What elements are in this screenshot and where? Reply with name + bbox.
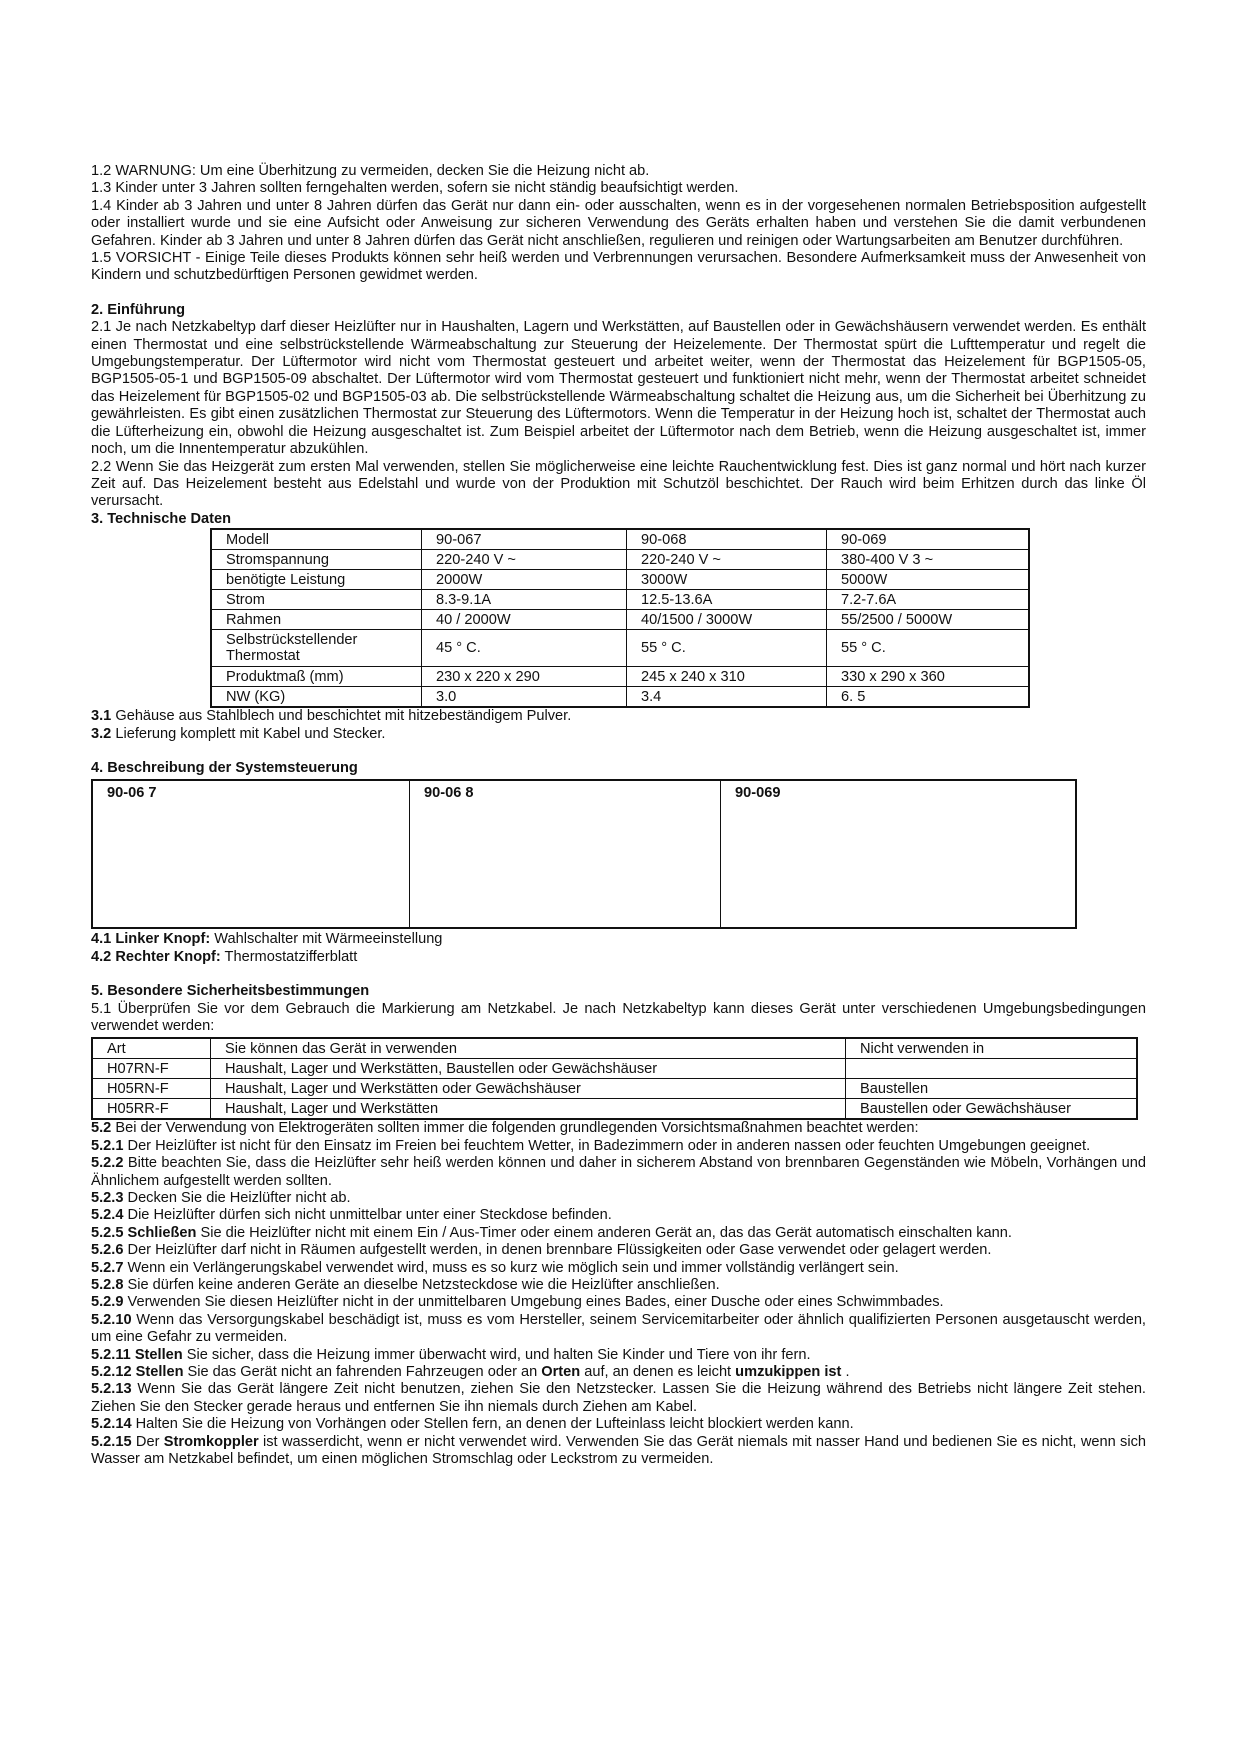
cable-row — [92, 1099, 1137, 1120]
para-bold: Orten — [541, 1364, 581, 1381]
para-text: Sie die Heizlüfter nicht mit einem Ein / Aus-Timer oder einem anderen Gerät an, das das Gerät automatisch einschalten kann. — [196, 1224, 1012, 1241]
spec-cell: 245 x 240 x 310 — [627, 667, 827, 687]
para-text: Wenn das Versorgungskabel beschädigt ist, muss es vom Hersteller, seinem Servicemitarbeiter oder ähnlich qualifizierten Personen ausgetauscht werden, um eine Gefahr zu vermeiden. — [91, 1311, 1146, 1346]
safety-item — [91, 1260, 1146, 1277]
para-number: 5.2.2 — [91, 1155, 124, 1172]
para-text: . — [841, 1364, 850, 1381]
para-1-4: 1.4 Kinder ab 3 Jahren und unter 8 Jahren dürfen das Gerät nur dann ein- oder ausschalten, wenn es in der vorgesehenen normalen Betriebsposition aufgestellt oder installiert wurde und sie eine Aufsicht oder Anweisung zur sicheren Verwendung des Geräts erhalten haben und verstehen Sie die damit verbundenen Gefahren. Kinder ab 3 Jahren und unter 8 Jahren dürfen das Gerät nicht anschließen, regulieren und reinigen oder Wartungsarbeiten am Benutzer durchführen. — [91, 197, 1146, 249]
cable-cell: Baustellen oder Gewächshäuser — [846, 1099, 1138, 1120]
spec-cell: Produktmaß (mm) — [211, 667, 422, 687]
cable-cell: Haushalt, Lager und Werkstätten — [211, 1099, 846, 1120]
para-number: 5.2.13 — [91, 1381, 132, 1398]
spec-cell: 7.2-7.6A — [827, 590, 1030, 610]
para-number: 5.2.7 — [91, 1259, 124, 1276]
spec-cell: 220-240 V ~ — [627, 550, 827, 570]
para-text: Die Heizlüfter dürfen sich nicht unmittelbar unter einer Steckdose befinden. — [123, 1207, 612, 1224]
safety-item — [91, 1225, 1146, 1242]
spec-cell: 3000W — [627, 570, 827, 590]
para-text: Bei der Verwendung von Elektrogeräten sollten immer die folgenden grundlegenden Vorsichtsmaßnahmen beachtet werden: — [111, 1120, 919, 1137]
para-text: ist wasserdicht, wenn er nicht verwendet wird. Verwenden Sie das Gerät niemals mit nasser Hand und bedienen Sie es nicht, wenn sich Wasser am Netzkabel befindet, um einen möglichen Stromschlag oder Leckstrom zu vermeiden. — [91, 1433, 1147, 1468]
para-number: 5.2.14 — [91, 1416, 132, 1433]
para-1-3: 1.3 Kinder unter 3 Jahren sollten ferngehalten werden, sofern sie nicht ständig beaufsichtigt werden. — [91, 180, 739, 197]
spec-cell: 55 ° C. — [827, 630, 1030, 667]
control-cell-90-067: 90-06 7 — [92, 780, 410, 928]
spec-cell: 55 ° C. — [627, 630, 827, 667]
spec-row — [211, 667, 1029, 687]
para-number: 5.2.11 Stellen — [91, 1346, 183, 1363]
control-panel-table — [91, 779, 1077, 929]
para-number: 5.2 — [91, 1120, 112, 1137]
spec-row — [211, 570, 1029, 590]
safety-item — [91, 1120, 1146, 1137]
spec-cell: 380-400 V 3 ~ — [827, 550, 1030, 570]
safety-item — [91, 1416, 1146, 1433]
spec-row — [211, 529, 1029, 550]
para-bold: Stromkoppler — [163, 1433, 259, 1450]
para-number: 5.2.8 — [91, 1277, 124, 1294]
spacer — [91, 966, 1146, 983]
spacer — [91, 285, 1146, 302]
spec-cell: 12.5-13.6A — [627, 590, 827, 610]
cable-cell — [846, 1059, 1138, 1079]
safety-item — [91, 1277, 1146, 1294]
para-text: Sie das Gerät nicht an fahrenden Fahrzeugen oder an — [183, 1364, 542, 1381]
control-cell-90-068: 90-06 8 — [410, 780, 721, 928]
spec-cell: 3.0 — [422, 687, 627, 708]
safety-item — [91, 1138, 1146, 1155]
para-text: Der Heizlüfter ist nicht für den Einsatz im Freien bei feuchtem Wetter, in Badezimmern oder in anderen nassen oder feuchten Umgebungen geeignet. — [123, 1137, 1091, 1154]
para-text: Halten Sie die Heizung von Vorhängen oder Stellen fern, an denen der Lufteinlass leicht blockiert werden kann. — [131, 1416, 854, 1433]
para-number: 3.2 — [91, 725, 112, 742]
document-body — [91, 163, 1146, 1469]
spec-cell: 40/1500 / 3000W — [627, 610, 827, 630]
para-number: 5.2.5 Schließen — [91, 1224, 197, 1241]
para-text: Decken Sie die Heizlüfter nicht ab. — [123, 1190, 351, 1206]
spec-cell: 330 x 290 x 360 — [827, 667, 1030, 687]
para-1-2: 1.2 WARNUNG: Um eine Überhitzung zu vermeiden, decken Sie die Heizung nicht ab. — [91, 163, 650, 179]
para-text: Sie sicher, dass die Heizung immer überwacht wird, und halten Sie Kinder und Tiere von ihr fern. — [182, 1346, 811, 1363]
cable-type-table — [91, 1037, 1138, 1120]
safety-item — [91, 1207, 1146, 1224]
spec-row — [211, 610, 1029, 630]
para-3-2 — [91, 726, 1146, 743]
spec-cell: Modell — [211, 529, 422, 550]
heading-sicherheitsbestimmungen: 5. Besondere Sicherheitsbestimmungen — [91, 983, 370, 1000]
para-text: Wahlschalter mit Wärmeeinstellung — [210, 931, 443, 948]
cable-cell: Baustellen — [846, 1079, 1138, 1099]
spec-cell: Strom — [211, 590, 422, 610]
safety-item — [91, 1381, 1146, 1416]
spec-row — [211, 550, 1029, 570]
spec-cell: Rahmen — [211, 610, 422, 630]
para-2-2: 2.2 Wenn Sie das Heizgerät zum ersten Mal verwenden, stellen Sie möglicherweise eine leichte Rauchentwicklung fest. Dies ist ganz normal und hört nach kurzer Zeit auf. Das Heizelement besteht aus Edelstahl und wurde von der Produktion mit Schutzöl beschichtet. Der Rauch wird beim Erhitzen durch das linke Öl verursacht. — [91, 458, 1146, 510]
para-text: Wenn ein Verlängerungskabel verwendet wird, muss es so kurz wie möglich sein und immer vollständig verlängert sein. — [123, 1259, 899, 1276]
para-3-1 — [91, 708, 1146, 725]
cable-row — [92, 1059, 1137, 1079]
safety-item — [91, 1347, 1146, 1364]
para-5-1: 5.1 Überprüfen Sie vor dem Gebrauch die Markierung am Netzkabel. Je nach Netzkabeltyp kann dieses Gerät unter verschiedenen Umgebungsbedingungen verwendet werden: — [91, 1000, 1146, 1034]
para-text: Gehäuse aus Stahlblech und beschichtet mit hitzebeständigem Pulver. — [111, 708, 572, 725]
spec-cell: 6. 5 — [827, 687, 1030, 708]
cable-cell: H05RN-F — [92, 1079, 211, 1099]
spec-cell: 90-069 — [827, 529, 1030, 550]
para-text: Der Heizlüfter darf nicht in Räumen aufgestellt werden, in denen brennbare Flüssigkeiten oder Gase verwendet oder gelagert werden. — [123, 1242, 992, 1259]
spec-cell: 45 ° C. — [422, 630, 627, 667]
para-4-1 — [91, 931, 1146, 948]
para-text: Bitte beachten Sie, dass die Heizlüfter sehr heiß werden können und daher in sicherem Abstand von brennbaren Gegenständen wie Möbeln, Vorhängen und Ähnlichem aufgestellt werden sollten. — [91, 1155, 1146, 1189]
spec-row — [211, 630, 1029, 667]
spec-cell: benötigte Leistung — [211, 570, 422, 590]
para-text: Wenn Sie das Gerät längere Zeit nicht benutzen, ziehen Sie den Netzstecker. Lassen Sie die Heizung während des Betriebs nicht längere Zeit stehen. Ziehen Sie den Stecker gerade heraus und entfernen Sie ihn niemals durch Ziehen am Kabel. — [91, 1381, 1146, 1415]
heading-systemsteuerung: 4. Beschreibung der Systemsteuerung — [91, 759, 358, 776]
para-text: auf, an denen es leicht — [580, 1364, 736, 1381]
cable-cell: H07RN-F — [92, 1059, 211, 1079]
para-number: 3.1 — [91, 708, 112, 725]
safety-list — [91, 1381, 1146, 1433]
para-text: Lieferung komplett mit Kabel und Stecker. — [111, 725, 386, 742]
spec-cell: 5000W — [827, 570, 1030, 590]
spec-cell: 55/2500 / 5000W — [827, 610, 1030, 630]
para-text: Der — [131, 1433, 164, 1450]
para-text: Sie dürfen keine anderen Geräte an dieselbe Netzsteckdose wie die Heizlüfter anschließen. — [123, 1277, 720, 1294]
spec-row — [211, 590, 1029, 610]
cable-cell: Haushalt, Lager und Werkstätten, Baustellen oder Gewächshäuser — [211, 1059, 846, 1079]
heading-einfuehrung: 2. Einführung — [91, 301, 186, 318]
spec-cell: NW (KG) — [211, 687, 422, 708]
spec-cell: 90-067 — [422, 529, 627, 550]
para-number: 5.2.1 — [91, 1137, 124, 1154]
para-number: 5.2.15 — [91, 1433, 132, 1450]
cable-row — [92, 1038, 1137, 1059]
cable-cell: Sie können das Gerät in verwenden — [211, 1038, 846, 1059]
spec-cell: 3.4 — [627, 687, 827, 708]
safety-list — [91, 1120, 1146, 1364]
heading-technische-daten: 3. Technische Daten — [91, 510, 232, 527]
para-1-5: 1.5 VORSICHT - Einige Teile dieses Produkts können sehr heiß werden und Verbrennungen verursachen. Besondere Aufmerksamkeit muss der Anwesenheit von Kindern und schutzbedürftigen Personen gewidmet werden. — [91, 250, 1146, 284]
safety-item — [91, 1155, 1146, 1190]
safety-item — [91, 1242, 1146, 1259]
spec-cell: Selbstrückstellender Thermostat — [211, 630, 422, 667]
para-5-2-15 — [91, 1434, 1146, 1469]
para-number: 5.2.6 — [91, 1242, 124, 1259]
cable-cell: Art — [92, 1038, 211, 1059]
spacer — [91, 743, 1146, 760]
para-number: 5.2.12 Stellen — [91, 1364, 184, 1381]
spec-cell: 2000W — [422, 570, 627, 590]
para-number: 5.2.3 — [91, 1190, 124, 1206]
para-5-2-12 — [91, 1364, 1146, 1381]
cable-row — [92, 1079, 1137, 1099]
cable-cell: Haushalt, Lager und Werkstätten oder Gewächshäuser — [211, 1079, 846, 1099]
spec-table — [210, 528, 1030, 708]
spec-row — [211, 687, 1029, 708]
para-2-1: 2.1 Je nach Netzkabeltyp darf dieser Heizlüfter nur in Haushalten, Lagern und Werkstätten, auf Baustellen oder in Gewächshäusern verwendet werden. Es enthält einen Thermostat und eine selbstrückstellende Wärmeabschaltung zur Steuerung der Heizelemente. Der Thermostat spürt die Lufttemperatur und regelt die Umgebungstemperatur. Der Lüftermotor wird nicht vom Thermostat gesteuert und arbeitet weiter, wenn der Thermostat das Heizelement für BGP1505-05, BGP1505-05-1 und BGP1505-09 abschaltet. Der Lüftermotor wird vom Thermostat gesteuert und funktioniert nicht mehr, wenn der Thermostat arbeitet schneidet das Heizelement für BGP1505-02 und BGP1505-03 ab. Die selbstrückstellende Wärmeabschaltung schaltet die Heizung aus, um die Sicherheit bei Überhitzung zu gewährleisten. Es gibt einen zusätzlichen Thermostat zur Steuerung des Lüftermotors. Wenn die Temperatur in der Heizung hoch ist, schaltet der Thermostat auch die Lüfterheizung ein, obwohl die Heizung ausgeschaltet ist. Zum Beispiel arbeitet der Lüftermotor nach dem Betrieb, wenn die Heizung ausgeschaltet ist, immer noch, um die Innentemperatur abzukühlen. — [91, 319, 1146, 458]
spec-cell: 90-068 — [627, 529, 827, 550]
cable-cell: H05RR-F — [92, 1099, 211, 1120]
para-number: 5.2.4 — [91, 1207, 124, 1224]
para-number: 4.2 Rechter Knopf: — [91, 948, 221, 965]
para-bold: umzukippen ist — [735, 1364, 842, 1381]
control-cell-90-069: 90-069 — [721, 780, 1077, 928]
spec-cell: 220-240 V ~ — [422, 550, 627, 570]
spec-cell: Stromspannung — [211, 550, 422, 570]
spec-cell: 40 / 2000W — [422, 610, 627, 630]
para-number: 4.1 Linker Knopf: — [91, 931, 211, 948]
para-number: 5.2.9 — [91, 1294, 124, 1311]
safety-item — [91, 1294, 1146, 1311]
para-number: 5.2.10 — [91, 1311, 132, 1328]
spec-cell: 230 x 220 x 290 — [422, 667, 627, 687]
safety-item — [91, 1190, 1146, 1207]
cable-cell: Nicht verwenden in — [846, 1038, 1138, 1059]
para-text: Thermostatzifferblatt — [220, 948, 358, 965]
para-4-2 — [91, 949, 1146, 966]
spec-cell: 8.3-9.1A — [422, 590, 627, 610]
safety-item — [91, 1312, 1146, 1347]
para-text: Verwenden Sie diesen Heizlüfter nicht in der unmittelbaren Umgebung eines Bades, einer Dusche oder eines Schwimmbades. — [123, 1294, 944, 1311]
